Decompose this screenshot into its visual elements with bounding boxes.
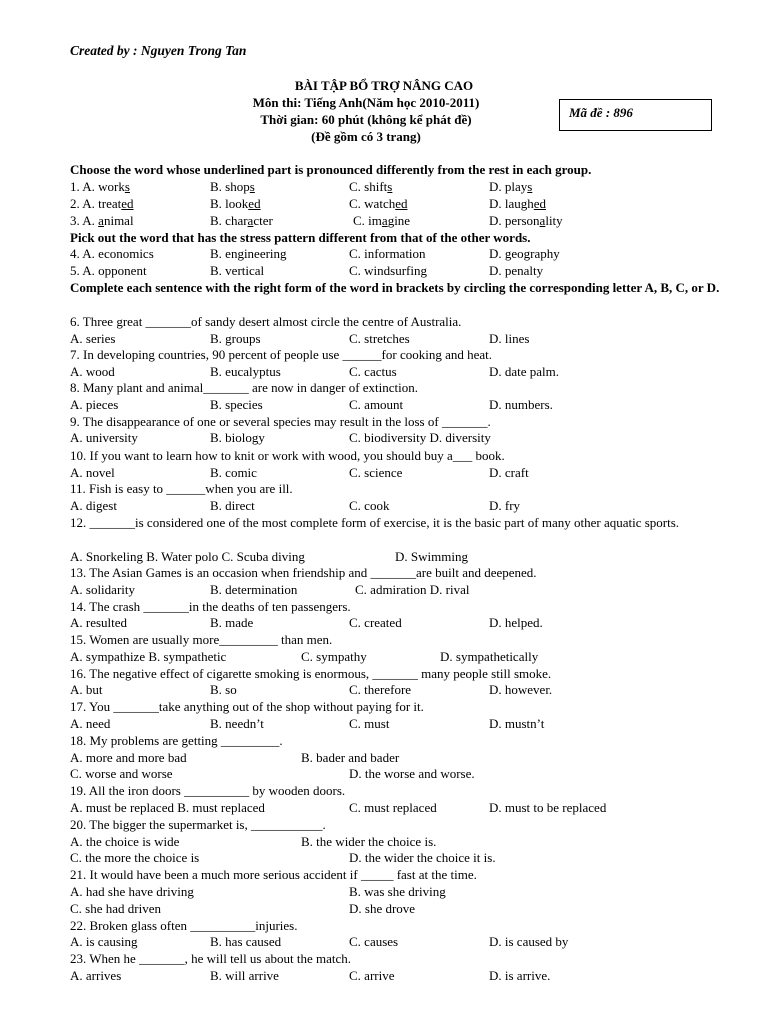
time-line: Thời gian: 60 phút (không kể phát đề) <box>260 112 472 127</box>
subject-line: Môn thi: Tiếng Anh(Năm học 2010-2011) <box>252 95 480 110</box>
section-3-instruction: Complete each sentence with the right form of the word in brackets by circling the corresponding letter A, B, C, or D. <box>70 280 720 295</box>
q13-option-cd: C. admiration D. rival <box>355 582 470 597</box>
q21-stem: 21. It would have been a much more serious accident if _____ fast at the time. <box>70 867 477 882</box>
q6-option-b: B. groups <box>210 331 261 346</box>
q17-option-a: A. need <box>70 716 111 731</box>
q20-option-d: D. the wider the choice it is. <box>349 850 496 865</box>
q16-option-c: C. therefore <box>349 682 412 697</box>
q11-option-c: C. cook <box>349 498 390 513</box>
q13-option-a: A. solidarity <box>70 582 135 597</box>
q13-stem: 13. The Asian Games is an occasion when friendship and _______are built and deepened. <box>70 565 537 580</box>
q21-option-d: D. she drove <box>349 901 416 916</box>
q17-option-c: C. must <box>349 716 390 731</box>
q9-option-a: A. university <box>70 430 138 445</box>
q5-option-a: 5. A. opponent <box>70 263 147 278</box>
q23-option-d: D. is arrive. <box>489 968 551 983</box>
q23-option-a: A. arrives <box>70 968 122 983</box>
q16-option-d: D. however. <box>489 682 553 697</box>
q17-option-d: D. mustn’t <box>489 716 545 731</box>
q22-option-b: B. has caused <box>210 934 282 949</box>
q6-option-c: C. stretches <box>349 331 410 346</box>
q5-option-b: B. vertical <box>210 263 265 278</box>
q9-option-cd: C. biodiversity D. diversity <box>349 430 491 445</box>
q2-option-c: C. watched <box>349 196 408 211</box>
q15-option-c: C. sympathy <box>301 649 367 664</box>
doc-title: BÀI TẬP BỔ TRỢ NÂNG CAO <box>294 78 474 93</box>
q22-option-c: C. causes <box>349 934 399 949</box>
q5-option-c: C. windsurfing <box>349 263 427 278</box>
q6-option-d: D. lines <box>489 331 530 346</box>
q21-option-b: B. was she driving <box>349 884 446 899</box>
q4-option-a: 4. A. economics <box>70 246 154 261</box>
q4-option-c: C. information <box>349 246 426 261</box>
creator-line: Created by : Nguyen Trong Tan <box>70 43 247 58</box>
q10-stem: 10. If you want to learn how to knit or work with wood, you should buy a___ book. <box>70 448 505 463</box>
q23-option-c: C. arrive <box>349 968 395 983</box>
q17-stem: 17. You _______take anything out of the shop without paying for it. <box>70 699 424 714</box>
q3-option-d: D. personality <box>489 213 563 228</box>
q13-option-b: B. determination <box>210 582 298 597</box>
q22-option-a: A. is causing <box>70 934 138 949</box>
q14-stem: 14. The crash _______in the deaths of ten passengers. <box>70 599 351 614</box>
q3-option-a: 3. A. animal <box>70 213 134 228</box>
q16-option-b: B. so <box>210 682 237 697</box>
q19-option-c: C. must replaced <box>349 800 437 815</box>
q12-option-abc: A. Snorkeling B. Water polo C. Scuba diving <box>70 549 305 564</box>
q1-option-b: B. shops <box>210 179 255 194</box>
section-1-instruction: Choose the word whose underlined part is pronounced differently from the rest in each group. <box>70 162 592 177</box>
q11-option-a: A. digest <box>70 498 117 513</box>
q2-option-b: B. looked <box>210 196 261 211</box>
exam-code-box: Mã đề : 896 <box>559 99 712 131</box>
q18-option-d: D. the worse and worse. <box>349 766 475 781</box>
q16-stem: 16. The negative effect of cigarette smoking is enormous, _______ many people still smoke. <box>70 666 552 681</box>
q8-option-d: D. numbers. <box>489 397 553 412</box>
q4-option-b: B. engineering <box>210 246 287 261</box>
q11-option-b: B. direct <box>210 498 255 513</box>
q18-option-b: B. bader and bader <box>301 750 400 765</box>
q2-option-a: 2. A. treated <box>70 196 134 211</box>
q2-option-d: D. laughed <box>489 196 547 211</box>
q7-stem: 7. In developing countries, 90 percent of people use ______for cooking and heat. <box>70 347 493 362</box>
q1-option-c: C. shifts <box>349 179 393 194</box>
q3-option-b: B. character <box>210 213 273 228</box>
q7-option-d: D. date palm. <box>489 364 560 379</box>
q20-option-b: B. the wider the choice is. <box>301 834 437 849</box>
q8-stem: 8. Many plant and animal_______ are now in danger of extinction. <box>70 380 419 395</box>
q6-option-a: A. series <box>70 331 116 346</box>
q1-option-a: 1. A. works <box>70 179 130 194</box>
q19-option-ab: A. must be replaced B. must replaced <box>70 800 265 815</box>
q18-option-c: C. worse and worse <box>70 766 173 781</box>
q12-stem: 12. _______is considered one of the most complete form of exercise, it is the basic part of many other aquatic sports. <box>70 515 680 530</box>
q21-option-a: A. had she have driving <box>70 884 194 899</box>
q18-stem: 18. My problems are getting _________. <box>70 733 283 748</box>
q4-option-d: D. geography <box>489 246 560 261</box>
q10-option-d: D. craft <box>489 465 529 480</box>
q23-stem: 23. When he _______, he will tell us about the match. <box>70 951 352 966</box>
q14-option-c: C. created <box>349 615 402 630</box>
q14-option-b: B. made <box>210 615 254 630</box>
q15-option-ab: A. sympathize B. sympathetic <box>70 649 227 664</box>
q20-option-a: A. the choice is wide <box>70 834 180 849</box>
q14-option-d: D. helped. <box>489 615 543 630</box>
q1-option-d: D. plays <box>489 179 533 194</box>
q10-option-a: A. novel <box>70 465 115 480</box>
q19-option-d: D. must to be replaced <box>489 800 607 815</box>
q8-option-c: C. amount <box>349 397 404 412</box>
q17-option-b: B. needn’t <box>210 716 264 731</box>
q10-option-b: B. comic <box>210 465 257 480</box>
q12-option-d: D. Swimming <box>395 549 468 564</box>
q9-option-b: B. biology <box>210 430 265 445</box>
q23-option-b: B. will arrive <box>210 968 279 983</box>
q21-option-c: C. she had driven <box>70 901 161 916</box>
q8-option-a: A. pieces <box>70 397 119 412</box>
q7-option-a: A. wood <box>70 364 115 379</box>
q11-stem: 11. Fish is easy to ______when you are ill. <box>70 481 293 496</box>
q8-option-b: B. species <box>210 397 263 412</box>
q7-option-b: B. eucalyptus <box>210 364 281 379</box>
pages-line: (Đề gồm có 3 trang) <box>311 129 421 144</box>
q20-option-c: C. the more the choice is <box>70 850 200 865</box>
q9-stem: 9. The disappearance of one or several species may result in the loss of _______. <box>70 414 491 429</box>
q22-option-d: D. is caused by <box>489 934 569 949</box>
q18-option-a: A. more and more bad <box>70 750 187 765</box>
q3-option-c: C. imagine <box>353 213 411 228</box>
q6-stem: 6. Three great _______of sandy desert almost circle the centre of Australia. <box>70 314 462 329</box>
q19-stem: 19. All the iron doors __________ by wooden doors. <box>70 783 346 798</box>
q16-option-a: A. but <box>70 682 103 697</box>
q5-option-d: D. penalty <box>489 263 544 278</box>
q7-option-c: C. cactus <box>349 364 397 379</box>
section-2-instruction: Pick out the word that has the stress pattern different from that of the other words. <box>70 230 531 245</box>
q22-stem: 22. Broken glass often __________injuries. <box>70 918 298 933</box>
q15-option-d: D. sympathetically <box>440 649 539 664</box>
q14-option-a: A. resulted <box>70 615 128 630</box>
q11-option-d: D. fry <box>489 498 521 513</box>
q10-option-c: C. science <box>349 465 403 480</box>
q20-stem: 20. The bigger the supermarket is, ___________. <box>70 817 326 832</box>
q15-stem: 15. Women are usually more_________ than men. <box>70 632 333 647</box>
